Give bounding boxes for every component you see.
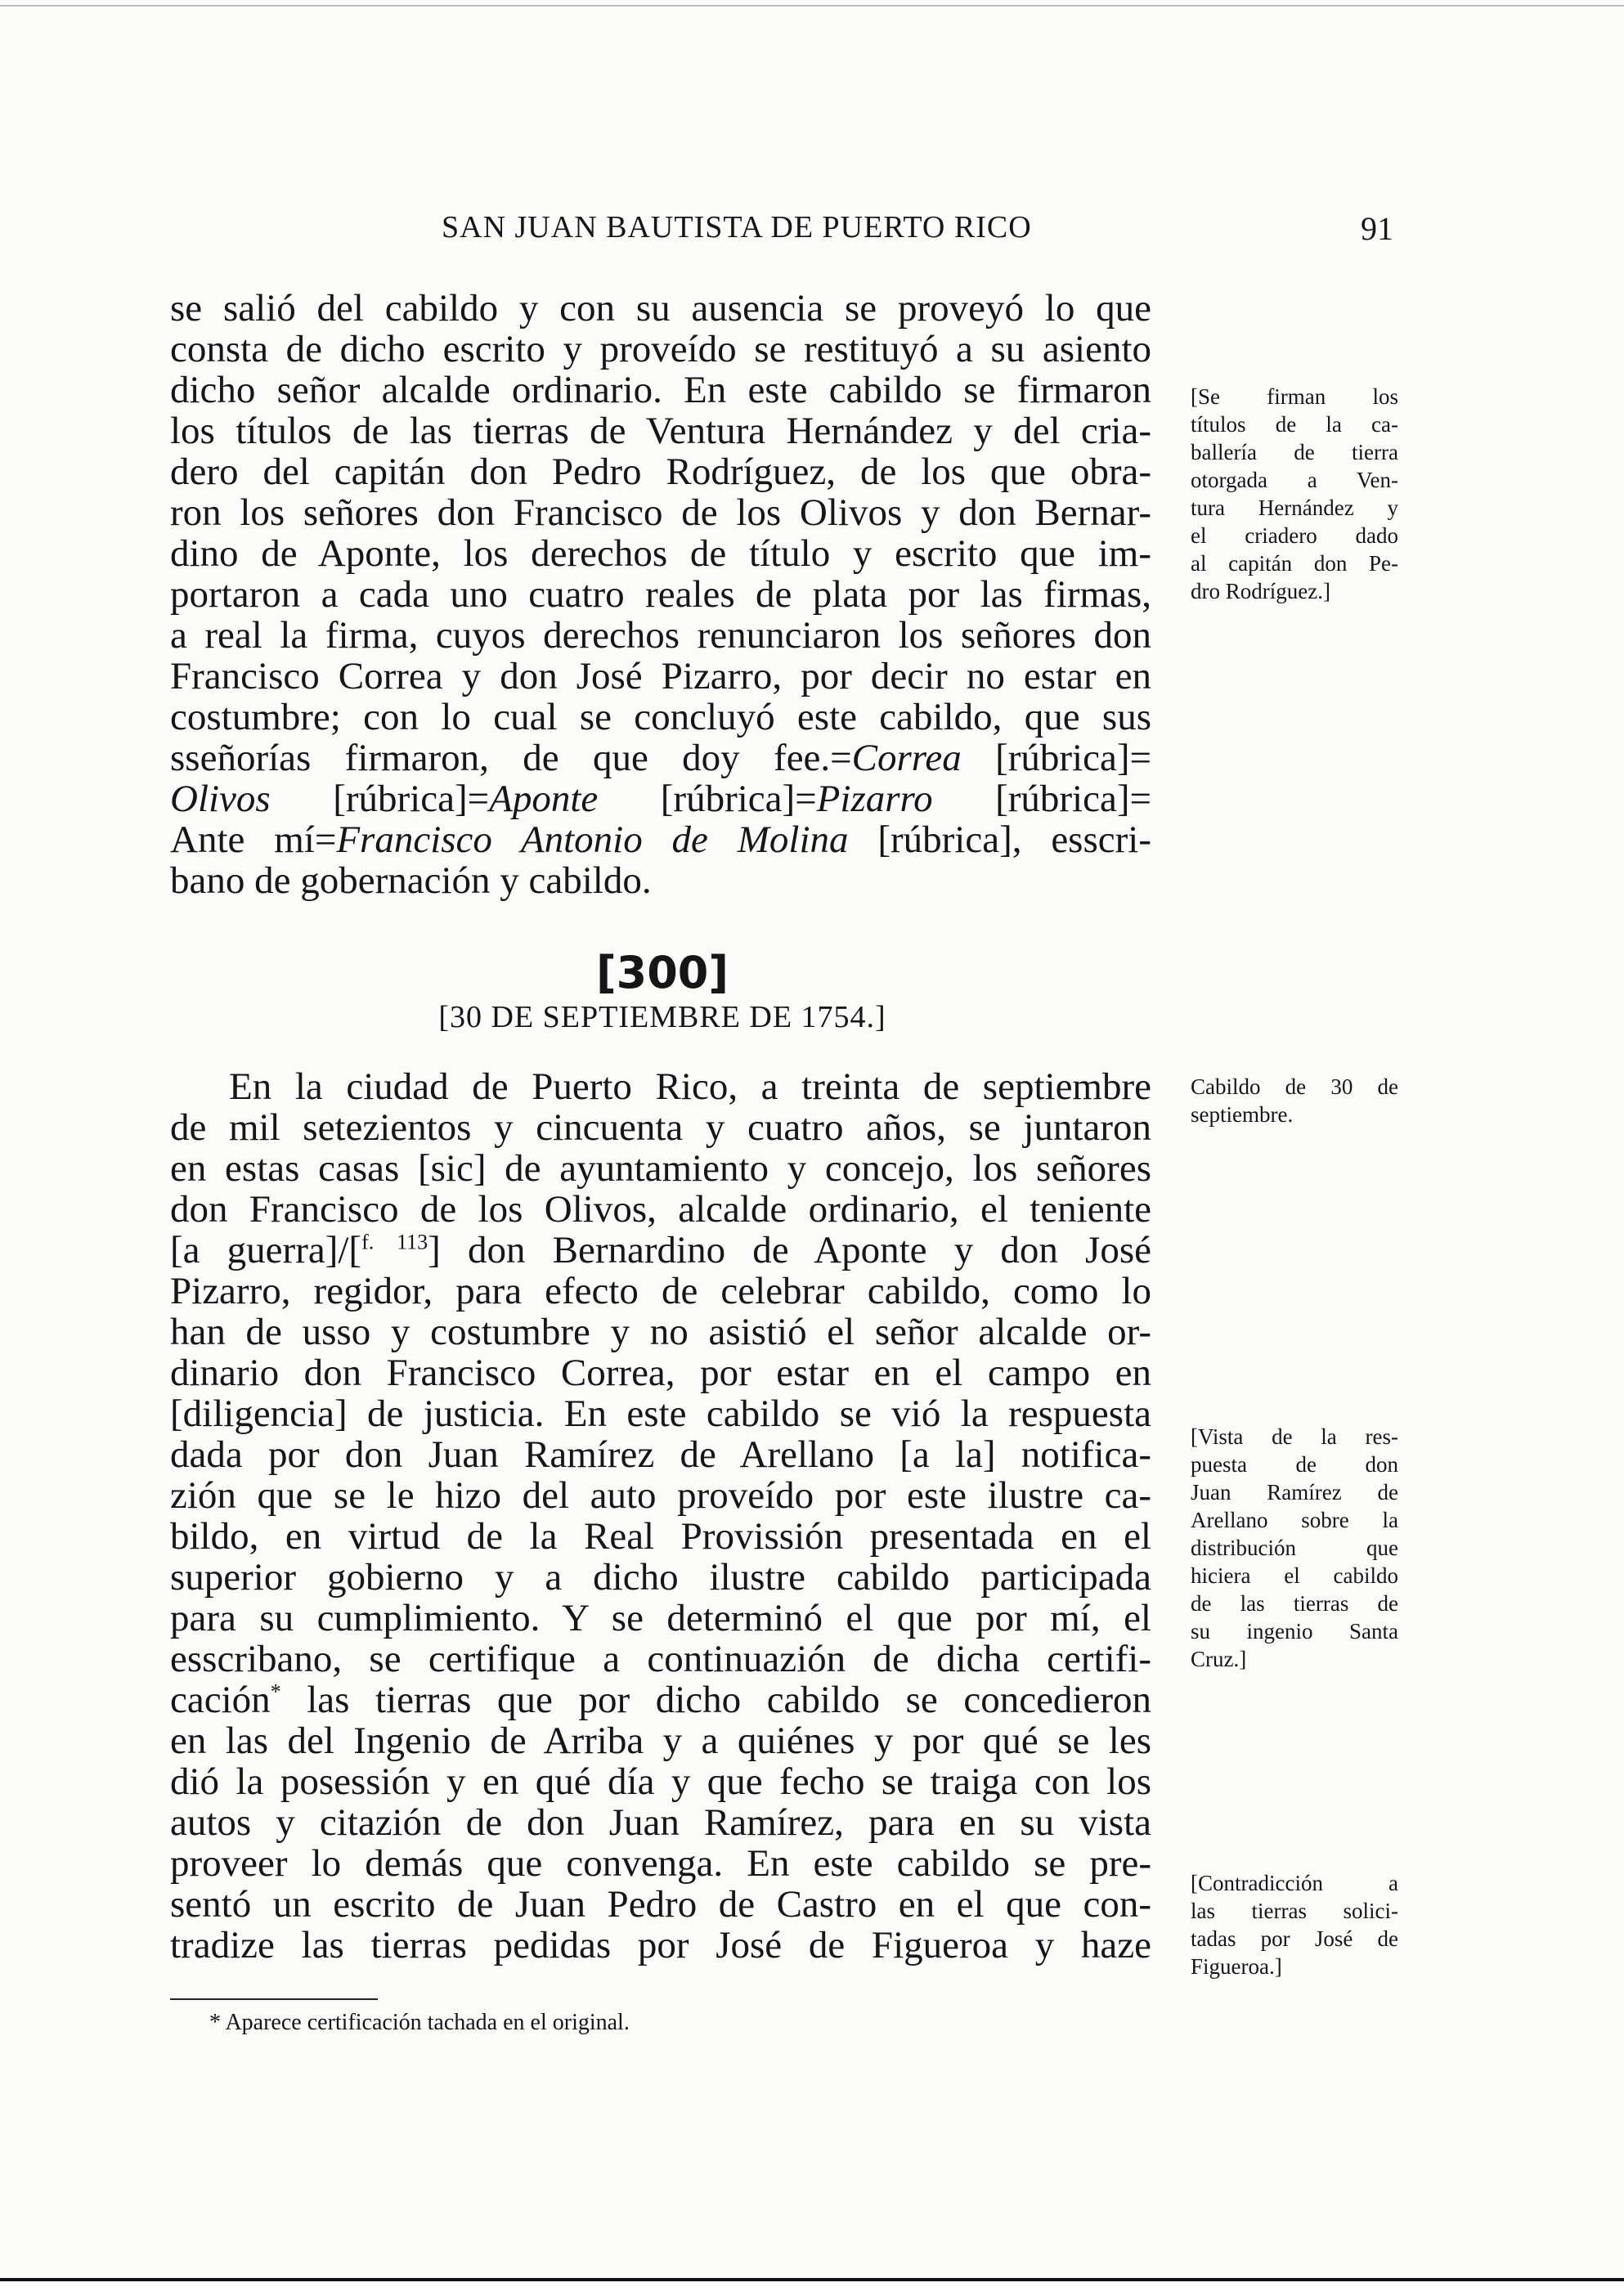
margin-note-arellano-response	[1191, 1423, 1398, 1673]
text-segment: [a guerra]/[	[170, 1229, 362, 1271]
text-segment: [rúbrica]=	[598, 778, 817, 820]
text-line: dicho señor alcalde ordinario. En este cabildo se firmaron	[170, 369, 1151, 411]
margin-note-line: Figueroa.]	[1191, 1954, 1282, 1979]
signature-name: Pizarro	[816, 778, 933, 820]
text-line: tradize las tierras pedidas por José de Figueroa y haze	[170, 1924, 1151, 1966]
text-line	[170, 738, 1151, 778]
margin-note-titles-signed	[1191, 383, 1398, 605]
signature-name: Francisco Antonio de Molina	[336, 818, 849, 861]
document-date: [30 DE SEPTIEMBRE DE 1754.]	[438, 1000, 886, 1034]
margin-note-line: títulos de la ca-	[1191, 412, 1398, 437]
paragraph-minutes-continued	[170, 288, 1151, 901]
text-segment: [rúbrica]=	[270, 778, 490, 820]
text-line: los títulos de las tierras de Ventura Hernández y del cria-	[170, 410, 1151, 452]
text-segment: [rúbrica]=	[932, 778, 1151, 820]
text-line: a real la firma, cuyos derechos renunciaron los señores don	[170, 614, 1151, 657]
text-line: en las del Ingenio de Arriba y a quiénes y por qué se les	[170, 1720, 1151, 1762]
text-line: dinario don Francisco Correa, por estar en el campo en	[170, 1352, 1151, 1394]
text-line	[170, 1679, 1151, 1720]
text-line: para su cumplimiento. Y se determinó el que por mí, el	[170, 1597, 1151, 1639]
margin-note-line: hiciera el cabildo	[1191, 1563, 1398, 1588]
margin-note-line: septiembre.	[1191, 1102, 1294, 1127]
margin-note-line: otorgada a Ven-	[1191, 468, 1398, 492]
margin-note-line: [Se firman los	[1191, 384, 1398, 409]
margin-note-line: Arellano sobre la	[1191, 1508, 1398, 1532]
text-line: se salió del cabildo y con su ausencia se proveyó lo que	[170, 287, 1151, 330]
text-line: consta de dicho escrito y proveído se restituyó a su asiento	[170, 328, 1151, 370]
text-line: portaron a cada uno cuatro reales de plata por las firmas,	[170, 573, 1151, 616]
text-line: autos y citazión de don Juan Ramírez, para en su vista	[170, 1801, 1151, 1844]
text-line: zión que se le hizo del auto proveído por este ilustre ca-	[170, 1474, 1151, 1517]
signature-name: Olivos	[170, 778, 271, 820]
footnote-marker: *	[270, 1679, 281, 1704]
text-line: de mil setezientos y cincuenta y cuatro años, se juntaron	[170, 1106, 1151, 1149]
margin-note-line: dro Rodríguez.]	[1191, 579, 1330, 603]
text-segment: [rúbrica]=	[961, 737, 1151, 779]
text-line: dino de Aponte, los derechos de título y escrito que im-	[170, 532, 1151, 575]
margin-note-line: ballería de tierra	[1191, 440, 1398, 464]
margin-note-line: [Vista de la res-	[1191, 1424, 1398, 1449]
margin-note-line: tadas por José de	[1191, 1926, 1398, 1951]
text-line: bano de gobernación y cabildo.	[170, 859, 652, 902]
margin-note-line: [Contradicción a	[1191, 1871, 1398, 1895]
text-segment: sseñorías firmaron, de que doy fee.=	[170, 737, 852, 779]
folio-marker: f. 113	[361, 1230, 428, 1254]
margin-note-figueroa-contradiction	[1191, 1869, 1398, 1980]
document-number: [300]	[595, 947, 729, 998]
running-title: SAN JUAN BAUTISTA DE PUERTO RICO	[442, 210, 1032, 244]
text-line: ron los señores don Francisco de los Olivos y don Bernar-	[170, 491, 1151, 534]
page-number: 91	[1361, 210, 1393, 247]
text-line: superior gobierno y a dicho ilustre cabildo participada	[170, 1556, 1151, 1599]
footnote: * Aparece certificación tachada en el original.	[209, 2010, 630, 2035]
text-line	[170, 778, 1151, 819]
margin-note-line: puesta de don	[1191, 1452, 1398, 1477]
margin-note-cabildo-date	[1191, 1073, 1398, 1128]
text-line: sentó un escrito de Juan Pedro de Castro en el que con-	[170, 1883, 1151, 1926]
text-segment: Ante mí=	[170, 818, 337, 861]
signature-name: Aponte	[489, 778, 599, 820]
margin-note-line: de las tierras de	[1191, 1591, 1398, 1616]
footnote-rule	[170, 1998, 378, 2000]
text-segment: ] don Bernardino de Aponte y don José	[428, 1229, 1151, 1271]
text-line: costumbre; con lo cual se concluyó este cabildo, que sus	[170, 696, 1151, 738]
text-line: en estas casas [sic] de ayuntamiento y concejo, los señores	[170, 1147, 1151, 1190]
text-line: En la ciudad de Puerto Rico, a treinta de septiembre	[229, 1065, 1151, 1108]
text-line: han de usso y costumbre y no asistió el señor alcalde or-	[170, 1311, 1151, 1353]
margin-note-line: distribución que	[1191, 1536, 1398, 1560]
text-line: bildo, en virtud de la Real Provissión presentada en el	[170, 1515, 1151, 1558]
margin-note-line: Cabildo de 30 de	[1191, 1074, 1398, 1099]
text-segment: las tierras que por dicho cabildo se concedieron	[280, 1679, 1151, 1721]
text-line: proveer lo demás que convenga. En este cabildo se pre-	[170, 1842, 1151, 1885]
margin-note-line: al capitán don Pe-	[1191, 551, 1398, 576]
margin-note-line: Cruz.]	[1191, 1647, 1247, 1671]
margin-note-line: tura Hernández y	[1191, 496, 1398, 520]
margin-note-line: el criadero dado	[1191, 523, 1398, 548]
margin-note-line: las tierras solici-	[1191, 1899, 1398, 1923]
text-segment: cación	[170, 1679, 271, 1721]
text-segment: [rúbrica], esscri-	[848, 818, 1151, 861]
text-line	[170, 819, 1151, 860]
text-line: dero del capitán don Pedro Rodríguez, de los que obra-	[170, 451, 1151, 493]
text-line: don Francisco de los Olivos, alcalde ordinario, el teniente	[170, 1188, 1151, 1231]
text-line: esscribano, se certifique a continuazión de dicha certifi-	[170, 1638, 1151, 1680]
margin-note-line: Juan Ramírez de	[1191, 1480, 1398, 1504]
text-line: dió la posessión y en qué día y que fecho se traiga con los	[170, 1760, 1151, 1803]
paragraph-cabildo-30-september	[170, 1066, 1151, 1966]
bottom-edge-rule	[0, 2278, 1624, 2281]
signature-name: Correa	[851, 737, 962, 779]
text-line: [diligencia] de justicia. En este cabildo se vió la respuesta	[170, 1392, 1151, 1435]
top-edge-rule	[0, 5, 1624, 7]
text-line: dada por don Juan Ramírez de Arellano [a la] notifica-	[170, 1433, 1151, 1476]
margin-note-line: su ingenio Santa	[1191, 1619, 1398, 1644]
text-line: Francisco Correa y don José Pizarro, por decir no estar en	[170, 655, 1151, 697]
text-line: Pizarro, regidor, para efecto de celebrar cabildo, como lo	[170, 1270, 1151, 1312]
text-line	[170, 1230, 1151, 1271]
